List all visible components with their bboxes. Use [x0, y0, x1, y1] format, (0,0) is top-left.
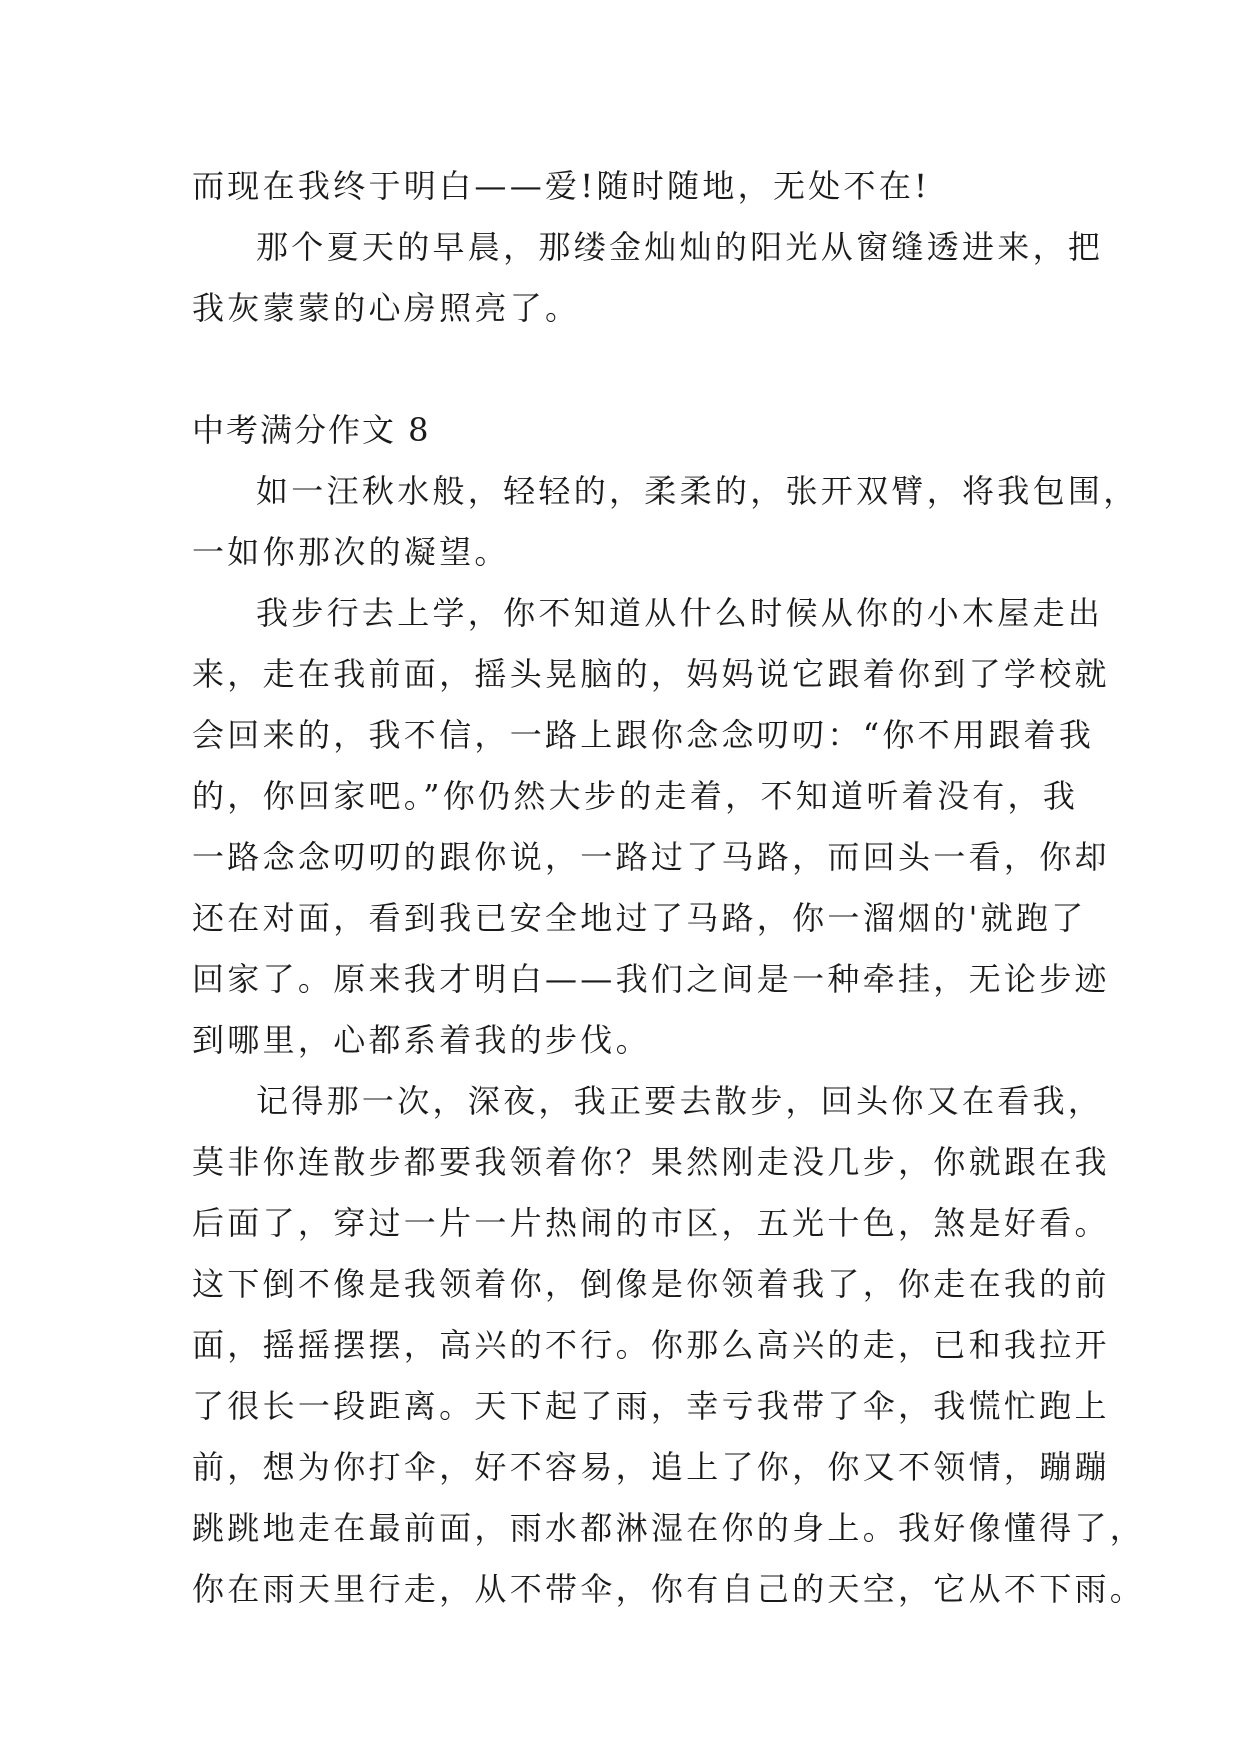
text-line: 面，摇摇摆摆，高兴的不行。你那么高兴的走，已和我拉开 [192, 1326, 1110, 1364]
text-line: 的，你回家吧。”你仍然大步的走着，不知道听着没有，我 [192, 777, 1079, 815]
text-line: 会回来的，我不信，一路上跟你念念叨叨：“你不用跟着我 [192, 716, 1095, 754]
text-line: 回家了。原来我才明白——我们之间是一种牵挂，无论步迹 [192, 960, 1110, 998]
text-line: 一如你那次的凝望。 [192, 533, 510, 571]
text-line: 来，走在我前面，摇头晃脑的，妈妈说它跟着你到了学校就 [192, 655, 1110, 693]
text-line: 你在雨天里行走，从不带伞，你有自己的天空，它从不下雨。 [192, 1570, 1146, 1608]
text-line: 前，想为你打伞，好不容易，追上了你，你又不领情，蹦蹦 [192, 1448, 1110, 1486]
text-line: 这下倒不像是我领着你，倒像是你领着我了，你走在我的前 [192, 1265, 1110, 1303]
paragraph-first-line: 那个夏天的早晨，那缕金灿灿的阳光从窗缝透进来，把 [256, 228, 1104, 266]
text-line: 后面了，穿过一片一片热闹的市区，五光十色，煞是好看。 [192, 1204, 1110, 1242]
text-line: 我灰蒙蒙的心房照亮了。 [192, 289, 581, 327]
paragraph-first-line: 记得那一次，深夜，我正要去散步，回头你又在看我， [256, 1082, 1104, 1120]
text-line: 一路念念叨叨的跟你说，一路过了马路，而回头一看，你却 [192, 838, 1110, 876]
section-heading: 中考满分作文 8 [192, 411, 431, 449]
paragraph-first-line: 我步行去上学，你不知道从什么时候从你的小木屋走出 [256, 594, 1104, 632]
text-line: 莫非你连散步都要我领着你？果然刚走没几步，你就跟在我 [192, 1143, 1110, 1181]
paragraph-first-line: 如一汪秋水般，轻轻的，柔柔的，张开双臂，将我包围， [256, 472, 1139, 510]
text-line: 跳跳地走在最前面，雨水都淋湿在你的身上。我好像懂得了， [192, 1509, 1146, 1547]
text-line: 了很长一段距离。天下起了雨，幸亏我带了伞，我慌忙跑上 [192, 1387, 1110, 1425]
text-line: 而现在我终于明白——爱!随时随地，无处不在! [192, 167, 931, 205]
text-line: 还在对面，看到我已安全地过了马路，你一溜烟的'就跑了 [192, 899, 1087, 937]
text-line: 到哪里，心都系着我的步伐。 [192, 1021, 651, 1059]
